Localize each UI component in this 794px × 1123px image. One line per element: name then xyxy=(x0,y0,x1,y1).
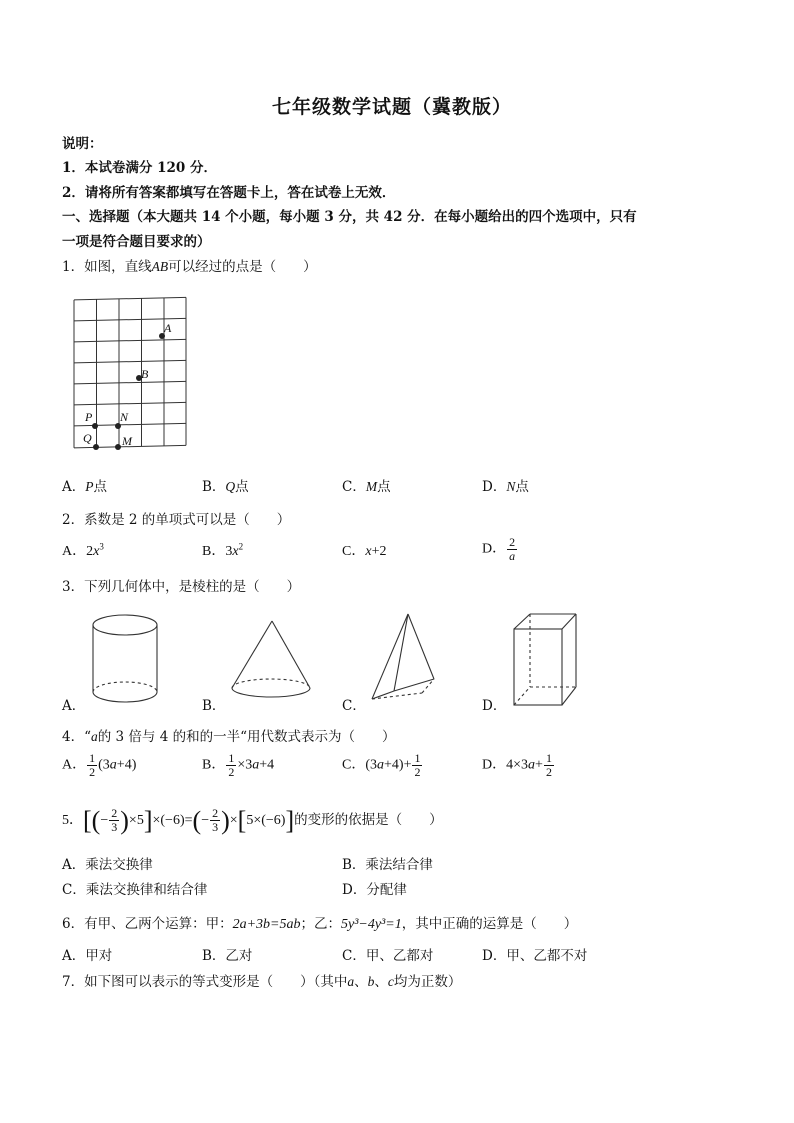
question-4-option-a[interactable]: A． $\frac{1}{2}$ (3a+4) xyxy=(62,751,137,779)
question-1-option-b[interactable]: B．Q点 xyxy=(202,479,249,495)
question-3-option-a[interactable]: A． xyxy=(62,698,86,714)
page-title: 七年级数学试题（冀教版） xyxy=(272,96,513,118)
question-2-stem: 2．系数是 2 的单项式可以是（ ） xyxy=(62,512,291,528)
cylinder-icon xyxy=(90,612,162,708)
question-2-option-b[interactable]: B．$3x^2$ xyxy=(202,541,244,559)
point-label-n: N xyxy=(120,410,129,424)
point-label-b: B xyxy=(141,367,149,381)
question-1-stem: 1．如图，直线AB可以经过的点是（ ） xyxy=(62,259,317,275)
question-5-option-b[interactable]: B．乘法结合律 xyxy=(342,857,433,873)
point-label-q: Q xyxy=(83,431,92,445)
question-3-option-b[interactable]: B． xyxy=(202,698,226,714)
question-2-option-a[interactable]: A．$2x^3$ xyxy=(62,541,104,559)
question-5-option-a[interactable]: A．乘法交换律 xyxy=(62,857,153,873)
question-1-grid-figure xyxy=(70,290,190,452)
question-4-option-c[interactable]: C．(3a+4)+ $\frac{1}{2}$ xyxy=(342,751,421,779)
question-6-stem: 6．有甲、乙两个运算：甲：2a+3b=5ab；乙：5y³−4y³=1，其中正确的运算是（ ） xyxy=(62,916,578,932)
pyramid-icon xyxy=(368,611,440,705)
question-3-option-d[interactable]: D． xyxy=(482,698,507,714)
question-1-option-c[interactable]: C．M点 xyxy=(342,479,391,495)
note-item: 2．请将所有答案都填写在答题卡上，答在试卷上无效． xyxy=(62,185,396,201)
question-4-option-d[interactable]: D．4×3a+ $\frac{1}{2}$ xyxy=(482,751,552,779)
notes-heading: 说明： xyxy=(62,136,103,152)
question-5-option-c[interactable]: C．乘法交换律和结合律 xyxy=(62,882,208,898)
question-5-stem: 5．[(− $\frac{2}{3}$ )×5]×(−6)=(− $\frac{2}{3}$ )×[5×(−6)]的变形的依据是（ ） xyxy=(62,805,443,835)
question-4-stem: 4．“a的 3 倍与 4 的和的一半“用代数式表示为（ ） xyxy=(62,729,396,745)
question-6-option-b[interactable]: B．乙对 xyxy=(202,948,253,964)
question-1-option-a[interactable]: A．P点 xyxy=(62,479,107,495)
section-heading-line2: 一项是符合题目要求的） xyxy=(62,234,211,250)
cone-icon xyxy=(228,618,314,704)
question-1-option-d[interactable]: D．N点 xyxy=(482,479,529,495)
point-label-p: P xyxy=(85,410,93,424)
prism-icon xyxy=(510,611,582,709)
question-5-option-d[interactable]: D．分配律 xyxy=(342,882,407,898)
section-heading-line1: 一、选择题（本大题共 14 个小题，每小题 3 分，共 42 分．在每小题给出的四个选项中，只有 xyxy=(62,209,637,225)
question-3-stem: 3．下列几何体中，是棱柱的是（ ） xyxy=(62,579,301,595)
point-label-m: M xyxy=(122,434,132,448)
question-6-option-d[interactable]: D．甲、乙都不对 xyxy=(482,948,588,964)
question-6-option-a[interactable]: A．甲对 xyxy=(62,948,113,964)
question-3-option-c[interactable]: C． xyxy=(342,698,366,714)
question-4-option-b[interactable]: B． $\frac{1}{2}$ ×3a+4 xyxy=(202,751,275,779)
note-item: 1．本试卷满分 120 分． xyxy=(62,160,217,176)
question-2-option-d[interactable]: D． $\frac{2}{a}$ xyxy=(482,535,516,563)
question-7-stem: 7．如下图可以表示的等式变形是（ ）（其中a、b、c均为正数） xyxy=(62,974,462,990)
point-label-a: A xyxy=(164,321,172,335)
question-2-option-c[interactable]: C．x+2 xyxy=(342,544,387,559)
question-6-option-c[interactable]: C．甲、乙都对 xyxy=(342,948,434,964)
